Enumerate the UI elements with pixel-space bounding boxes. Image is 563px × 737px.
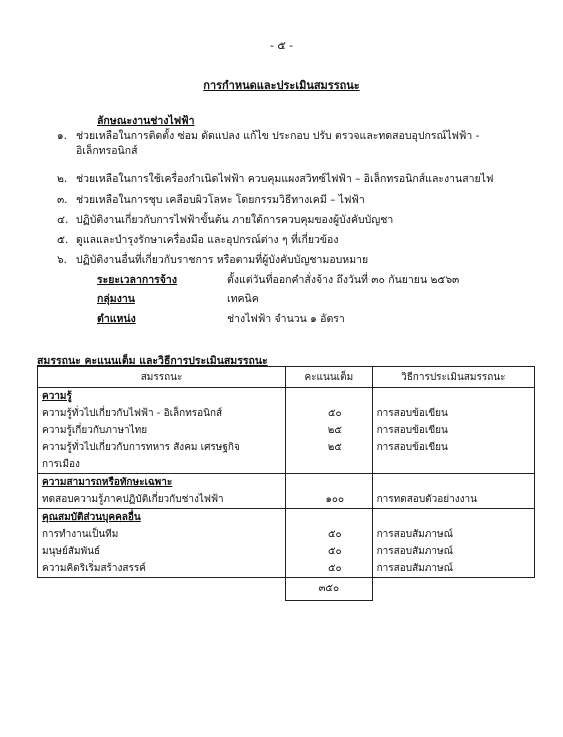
item-score: ๕๐ bbox=[327, 546, 342, 557]
competency-table bbox=[37, 366, 535, 601]
info-key: ระยะเวลาการจ้าง bbox=[97, 274, 177, 286]
item-label: ความคิดริเริ่มสร้างสรรค์ bbox=[42, 563, 146, 574]
item-label: ทดสอบความรู้ภาคปฏิบัติเกี่ยวกับช่างไฟฟ้า bbox=[42, 494, 224, 505]
item-method: การสอบข้อเขียน bbox=[376, 408, 448, 419]
duty-number: ๓. bbox=[57, 194, 68, 206]
header-full-score: คะแนนเต็ม bbox=[286, 367, 373, 388]
item-label: การเมือง bbox=[42, 459, 80, 470]
item-score: ๕๐ bbox=[327, 408, 342, 419]
group-title: ความรู้ bbox=[42, 391, 72, 402]
method-cell bbox=[372, 509, 534, 578]
table-header-row bbox=[38, 367, 535, 388]
item-score: ๕๐ bbox=[327, 529, 342, 540]
duty-text: ช่วยเหลือในการใช้เครื่องกำเนิดไฟฟ้า ควบคุมแผงสวิทซ์ไฟฟ้า – อิเล็กทรอนิกส์และงานสายไฟ bbox=[76, 173, 494, 185]
total-row bbox=[38, 578, 535, 601]
item-method: การสอบข้อเขียน bbox=[376, 442, 448, 453]
group-title: คุณสมบัติส่วนบุคคลอื่น bbox=[42, 512, 141, 523]
score-cell bbox=[286, 509, 373, 578]
duty-text bbox=[76, 129, 546, 159]
item-method: การทดสอบตัวอย่างงาน bbox=[376, 494, 477, 505]
item-method: การสอบข้อเขียน bbox=[376, 425, 448, 436]
item-label: ความรู้ทั่วไปเกี่ยวกับไฟฟ้า - อิเล็กทรอนิกส์ bbox=[42, 408, 223, 419]
item-label: ความรู้เกี่ยวกับภาษาไทย bbox=[42, 425, 148, 436]
group-special-skills bbox=[38, 474, 535, 509]
page-title: การกำหนดและประเมินสมรรถนะ bbox=[203, 79, 360, 92]
duty-line: ช่วยเหลือในการติดตั้ง ซ่อม ดัดแปลง แก้ไข ประกอบ ปรับ ตรวจและทดสอบอุปกรณ์ไฟฟ้า - bbox=[76, 130, 480, 142]
total-value: ๓๕๐ bbox=[318, 583, 340, 594]
info-key: กลุ่มงาน bbox=[97, 293, 135, 305]
table-caption: สมรรถนะ คะแนนเต็ม และวิธีการประเมินสมรรถนะ bbox=[37, 355, 268, 367]
score-cell bbox=[286, 388, 373, 474]
item-method: การสอบสัมภาษณ์ bbox=[376, 563, 453, 574]
score-cell bbox=[286, 474, 373, 509]
header-method: วิธีการประเมินสมรรถนะ bbox=[372, 367, 534, 388]
group-title: ความสามารถหรือทักษะเฉพาะ bbox=[42, 477, 173, 488]
item-label: ความรู้ทั่วไปเกี่ยวกับการทหาร สังคม เศรษฐกิจ bbox=[42, 442, 240, 453]
item-label: มนุษย์สัมพันธ์ bbox=[42, 546, 101, 557]
info-value: ตั้งแต่วันที่ออกคำสั่งจ้าง ถึงวันที่ ๓๐ กันยายน ๒๕๖๓ bbox=[227, 274, 460, 286]
item-method: การสอบสัมภาษณ์ bbox=[376, 546, 453, 557]
item-score: ๕๐ bbox=[327, 563, 342, 574]
duty-line: อิเล็กทรอนิกส์ bbox=[76, 145, 138, 157]
item-label: การทำงานเป็นทีม bbox=[42, 529, 119, 540]
group-cell bbox=[38, 388, 286, 474]
group-knowledge bbox=[38, 388, 535, 474]
method-cell bbox=[372, 474, 534, 509]
duty-text: ช่วยเหลือในการชุบ เคลือบผิวโลหะ โดยกรรมวิธีทางเคมี – ไฟฟ้า bbox=[76, 194, 365, 206]
duties-heading: ลักษณะงานช่างไฟฟ้า bbox=[97, 115, 195, 127]
info-key: ตำแหน่ง bbox=[97, 313, 136, 325]
duty-text: ดูแลและบำรุงรักษาเครื่องมือ และอุปกรณ์ต่าง ๆ ที่เกี่ยวข้อง bbox=[76, 234, 339, 246]
header-competency: สมรรถนะ bbox=[38, 367, 286, 388]
item-method: การสอบสัมภาษณ์ bbox=[376, 529, 453, 540]
info-value: เทคนิค bbox=[227, 293, 259, 305]
duty-text: ปฏิบัติงานอื่นที่เกี่ยวกับราชการ หรือตามที่ผู้บังคับบัญชามอบหมาย bbox=[76, 254, 369, 266]
duty-text: ปฏิบัติงานเกี่ยวกับการไฟฟ้าขั้นต้น ภายใต้การควบคุมของผู้บังคับบัญชา bbox=[76, 214, 394, 226]
duty-number: ๖. bbox=[57, 254, 68, 266]
group-personal-attributes bbox=[38, 509, 535, 578]
duty-number: ๕. bbox=[57, 234, 69, 246]
group-cell bbox=[38, 509, 286, 578]
duty-number: ๔. bbox=[57, 214, 69, 226]
item-score: ๒๕ bbox=[327, 442, 342, 453]
total-score bbox=[286, 578, 373, 601]
duty-number: ๒. bbox=[57, 173, 68, 185]
info-value: ช่างไฟฟ้า จำนวน ๑ อัตรา bbox=[227, 313, 345, 325]
page-number: - ๕ - bbox=[269, 39, 294, 52]
item-score: ๒๕ bbox=[327, 425, 342, 436]
group-cell bbox=[38, 474, 286, 509]
item-score: ๑๐๐ bbox=[325, 494, 345, 505]
method-cell bbox=[372, 388, 534, 474]
duty-number: ๑. bbox=[57, 130, 68, 142]
